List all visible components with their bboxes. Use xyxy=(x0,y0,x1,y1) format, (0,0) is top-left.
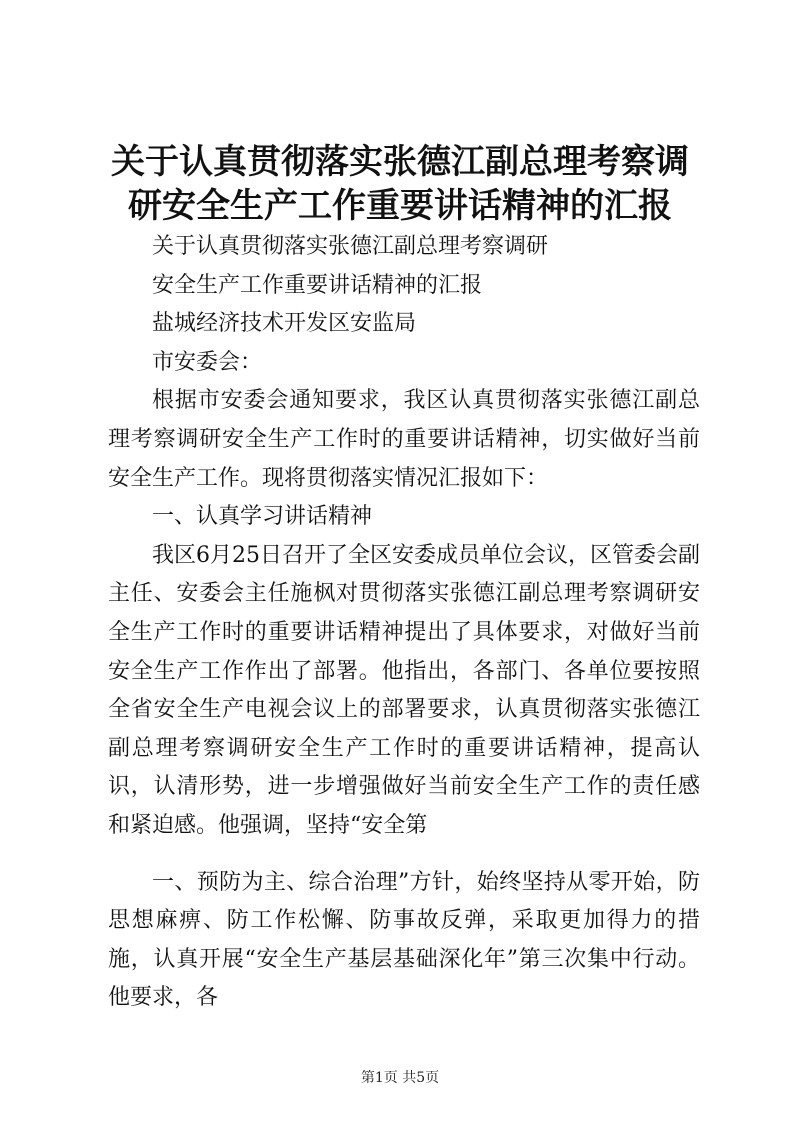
document-body xyxy=(108,228,700,1018)
paragraph-heading-line-2: 安全生产工作重要讲话精神的汇报 xyxy=(152,272,483,298)
paragraph-intro: 根据市安委会通知要求，我区认真贯彻落实张德江副总理考察调研安全生产工作时的重要讲话精神，切实做好当前安全生产工作。现将贯彻落实情况汇报如下： xyxy=(108,388,700,491)
document-title: 关于认真贯彻落实张德江副总理考察调研安全生产工作重要讲话精神的汇报 xyxy=(111,142,689,226)
paragraph-salutation: 市安委会： xyxy=(152,349,263,375)
paragraph-section-body: 我区6月25日召开了全区安委成员单位会议，区管委会副主任、安委会主任施枫对贯彻落实张德江副总理考察调研安全生产工作时的重要讲话精神提出了具体要求，对做好当前安全生产工作作出了部署。他指出，各部门、各单位要按照全省安全生产电视会议上的部署要求，认真贯彻落实张德江副总理考察调研安全生产工作时的重要讲话精神，提高认识，认清形势，进一步增强做好当前安全生产工作的责任感和紧迫感。他强调，坚持“安全第 xyxy=(108,542,700,838)
paragraph-continued: 一、预防为主、综合治理”方针，始终坚持从零开始，防思想麻痹、防工作松懈、防事故反弹，采取更加得力的措施，认真开展“安全生产基层基础深化年”第三次集中行动。他要求，各 xyxy=(108,869,700,1011)
paragraph-section-heading: 一、认真学习讲话精神 xyxy=(152,504,373,530)
paragraph-heading-line-1: 关于认真贯彻落实张德江副总理考察调研 xyxy=(152,234,549,259)
paragraph-author: 盐城经济技术开发区安监局 xyxy=(152,311,417,337)
page-footer: 第1页 共5页 xyxy=(360,1070,440,1086)
